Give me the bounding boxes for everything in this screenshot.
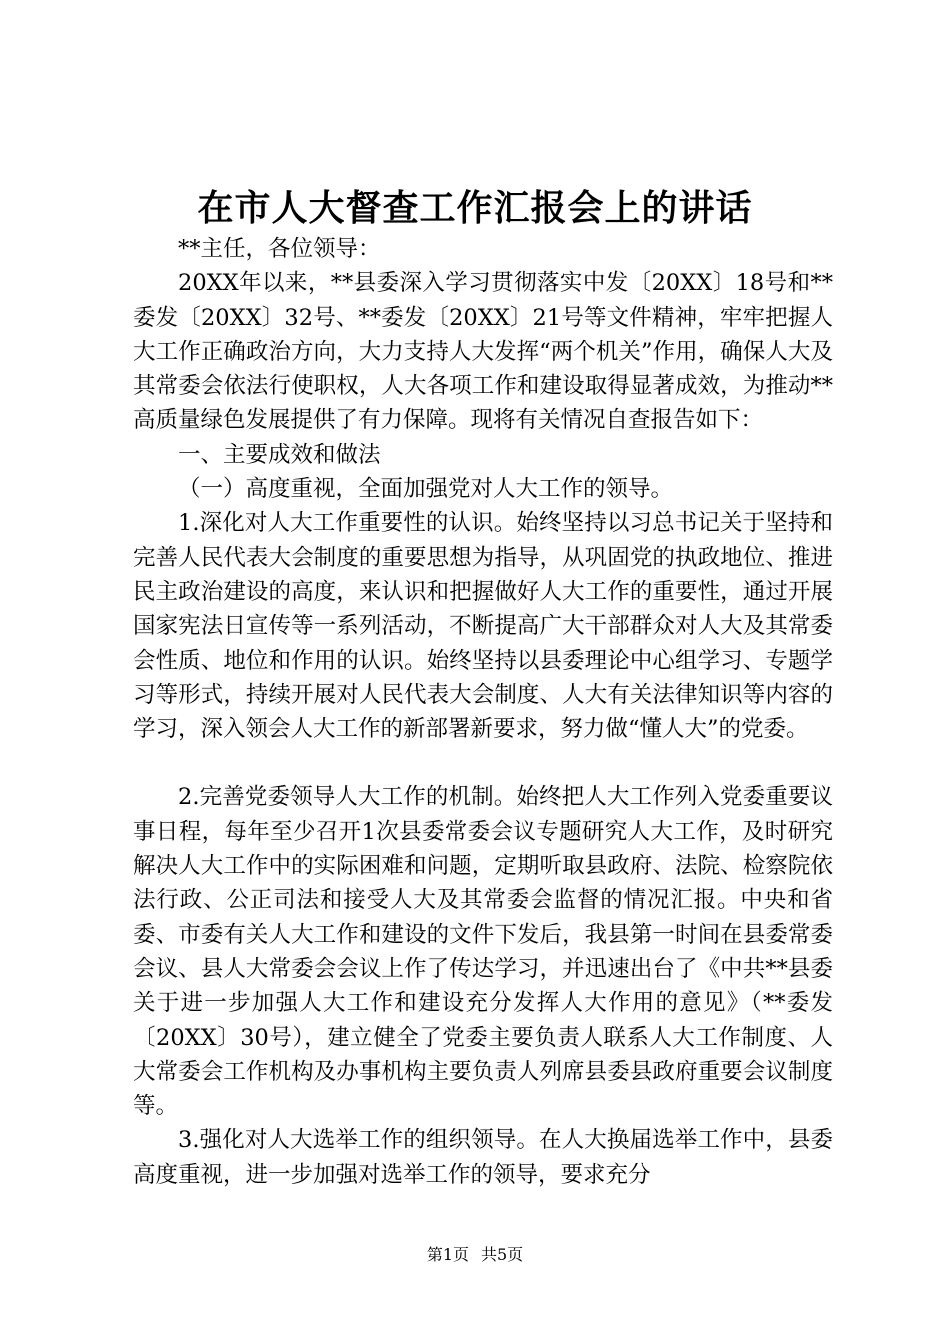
paragraph-item-3: 3.强化对人大选举工作的组织领导。在人大换届选举工作中，县委高度重视，进一步加强对选举工作的领导，要求充分 (133, 1127, 833, 1188)
paragraph-item-2: 2.完善党委领导人大工作的机制。始终把人大工作列入党委重要议事日程，每年至少召开1次县委常委会议专题研究人大工作，及时研究解决人大工作中的实际困难和问题，定期听取县政府、法院、检察院依法行政、公正司法和接受人大及其常委会监督的情况汇报。中央和省委、市委有关人大工作和建设的文件下发后，我县第一时间在县委常委会议、县人大常委会会议上作了传达学习，并迅速出台了《中共**县委关于进一步加强人大工作和建设充分发挥人大作用的意见》（**委发〔20XX〕30号），建立健全了党委主要负责人联系人大工作制度、人大常委会工作机构及办事机构主要负责人列席县委县政府重要会议制度等。 (133, 784, 833, 1120)
paragraph-intro: 20XX年以来，**县委深入学习贯彻落实中发〔20XX〕18号和**委发〔20XX〕32号、**委发〔20XX〕21号等文件精神，牢牢把握人大工作正确政治方向，大力支持人大发挥“两个机关”作用，确保人大及其常委会依法行使职权，人大各项工作和建设取得显著成效，为推动**高质量绿色发展提供了有力保障。现将有关情况自查报告如下： (133, 270, 833, 434)
page-total: 共5页 (481, 1245, 524, 1264)
paragraph-spacer (133, 746, 833, 780)
page-number: 第1页 (426, 1245, 469, 1264)
salutation: **主任，各位领导： (178, 236, 381, 262)
section-heading: 一、主要成效和做法 (178, 441, 381, 468)
page-footer (0, 1245, 950, 1265)
document-title: 在市人大督查工作汇报会上的讲话 (197, 188, 753, 229)
paragraph-item-1: 1.深化对人大工作重要性的认识。始终坚持以习总书记关于坚持和完善人民代表大会制度的重要思想为指导，从巩固党的执政地位、推进民主政治建设的高度，来认识和把握做好人大工作的重要性，通过开展国家宪法日宣传等一系列活动，不断提高广大干部群众对人大及其常委会性质、地位和作用的认识。始终坚持以县委理论中心组学习、专题学习等形式，持续开展对人民代表大会制度、人大有关法律知识等内容的学习，深入领会人大工作的新部署新要求，努力做“懂人大”的党委。 (133, 510, 833, 743)
subsection-heading: （一）高度重视，全面加强党对人大工作的领导。 (178, 476, 674, 503)
document-body (133, 232, 833, 1192)
